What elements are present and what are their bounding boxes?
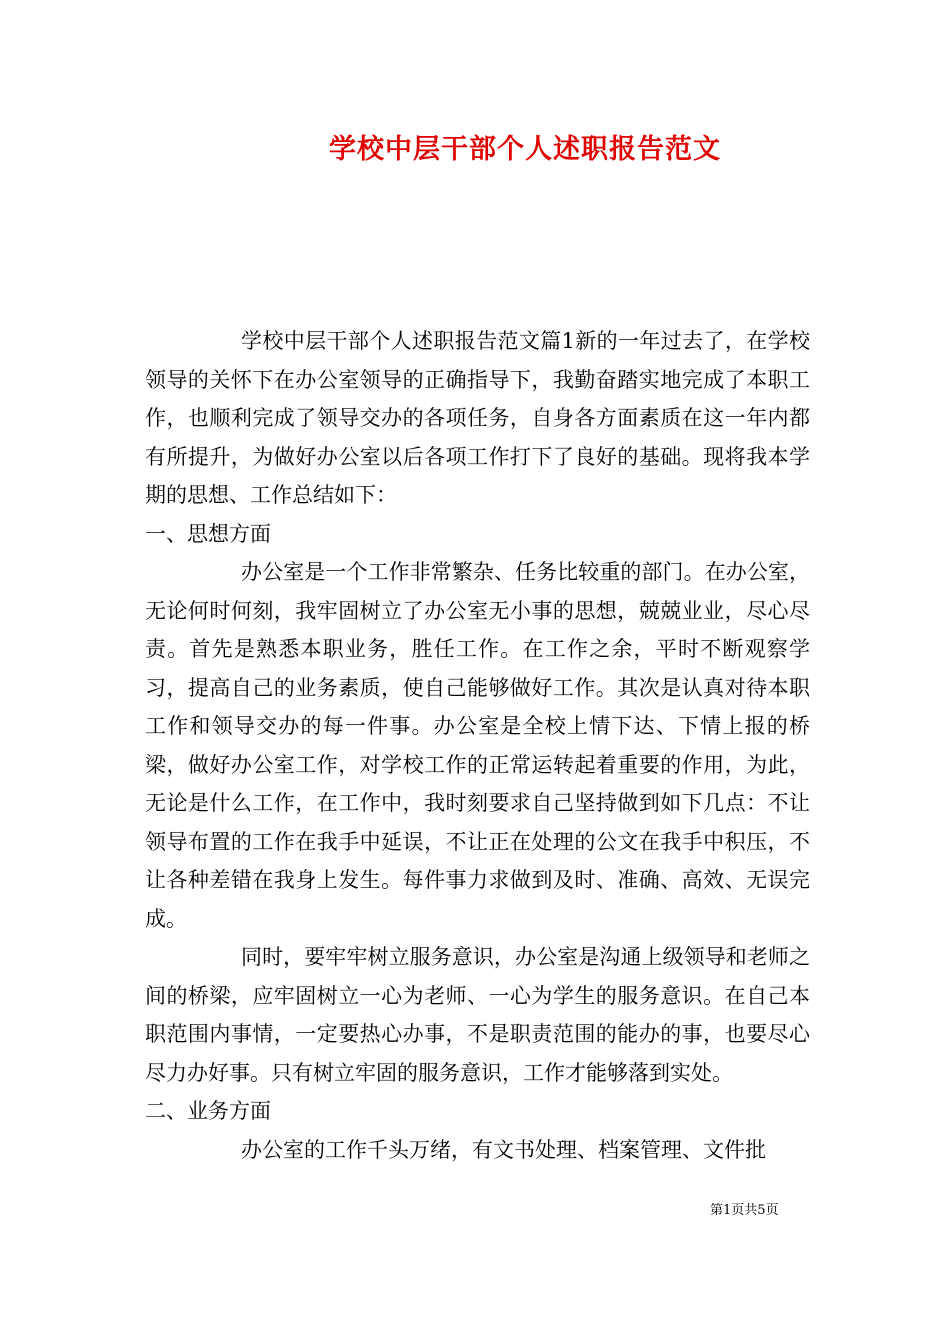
document-body [145, 322, 810, 1169]
paragraph-thought-1: 办公室是一个工作非常繁杂、任务比较重的部门。在办公室，无论何时何刻，我牢固树立了办公室无小事的思想，兢兢业业，尽心尽责。首先是熟悉本职业务，胜任工作。在工作之余，平时不断观察学习，提高自己的业务素质，使自己能够做好工作。其次是认真对待本职工作和领导交办的每一件事。办公室是全校上情下达、下情上报的桥梁，做好办公室工作，对学校工作的正常运转起着重要的作用，为此，无论是什么工作，在工作中，我时刻要求自己坚持做到如下几点：不让领导布置的工作在我手中延误，不让正在处理的公文在我手中积压，不让各种差错在我身上发生。每件事力求做到及时、准确、高效、无误完成。 [145, 560, 810, 931]
paragraph-thought-2: 同时，要牢牢树立服务意识，办公室是沟通上级领导和老师之间的桥梁，应牢固树立一心为老师、一心为学生的服务意识。在自己本职范围内事情，一定要热心办事，不是职责范围的能办的事，也要尽心尽力办好事。只有树立牢固的服务意识，工作才能够落到实处。 [145, 945, 810, 1085]
paragraph-intro: 学校中层干部个人述职报告范文篇1新的一年过去了，在学校领导的关怀下在办公室领导的正确指导下，我勤奋踏实地完成了本职工作，也顺利完成了领导交办的各项任务，自身各方面素质在这一年内都有所提升，为做好办公室以后各项工作打下了良好的基础。现将我本学期的思想、工作总结如下： [145, 329, 810, 507]
page-number-footer: 第1页共5页 [710, 1203, 779, 1218]
section-heading-thought: 一、思想方面 [145, 521, 271, 546]
document-title: 学校中层干部个人述职报告范文 [329, 134, 721, 165]
section-heading-business: 二、业务方面 [145, 1099, 271, 1123]
paragraph-business-1: 办公室的工作千头万绪，有文书处理、档案管理、文件批 [241, 1137, 766, 1162]
